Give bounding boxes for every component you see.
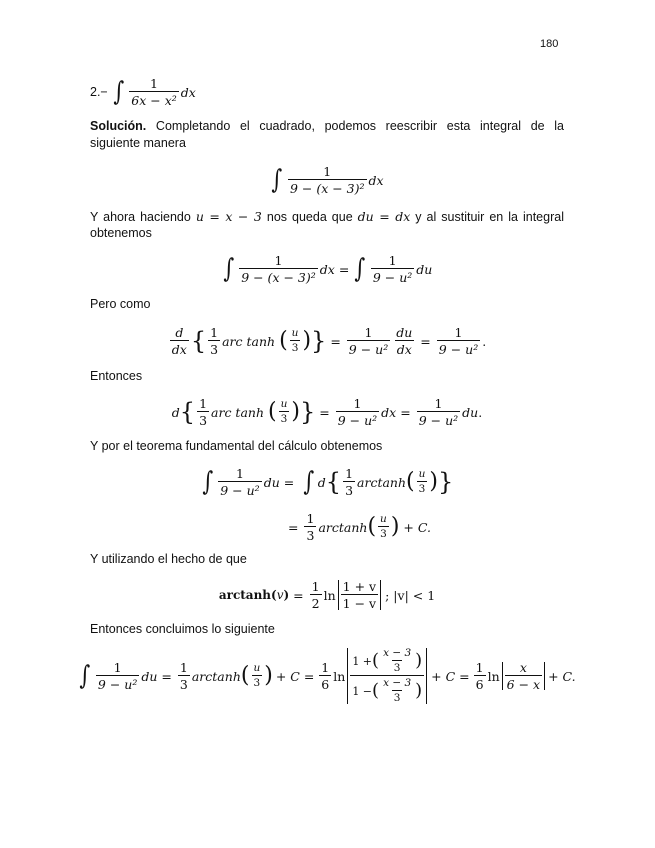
fraction: $\frac{du}{dx}$ (396, 325, 413, 357)
fraction: $\frac{1}{\text{6x − x²}}$ (131, 76, 177, 108)
paragraph-concluimos: Entonces concluimos lo siguiente (90, 622, 275, 636)
integral-sign: ∫ (271, 165, 283, 195)
fraction: $\frac{1}{6}$ (321, 660, 330, 692)
integral-sign: ∫ (303, 467, 315, 497)
integral-sign: ∫ (113, 77, 124, 107)
equation-substitution: ∫ $\frac{1}{\text{9 − (x − 3)²}}$ dx = ∫ $\frac{1}{\text{9 − u²}}$ du (222, 253, 433, 285)
problem-label: 2.− (90, 85, 108, 99)
fraction: 1 + ( $\frac{x - 3}{3}$ ) 1 − ( $\frac{x - 3}{3}$ ) (352, 647, 423, 704)
fraction: $\frac{1}{\text{9 − u²}}$ (372, 253, 413, 285)
equation-ftc-line-2: = $\frac{1}{3}$ arctanh ( $\frac{u}{3}$ ) + C. (288, 511, 431, 543)
fraction: $\frac{x - 3}{3}$ (383, 677, 412, 704)
solution-label: Solución. (90, 119, 147, 133)
paragraph-entonces: Entonces (90, 369, 143, 383)
equation-ftc-line-1: ∫ $\frac{1}{\text{9 − u²}}$ du = ∫ d { $\frac{1}{3}$ arctanh ( $\frac{u}{3}$ ) } (202, 466, 454, 498)
fraction: $\frac{1}{\text{9 − (x − 3)²}}$ (241, 253, 316, 285)
equation-derivative: $\frac{d}{dx}$ { $\frac{1}{3}$ arc tanh ( $\frac{u}{3}$ ) } = $\frac{1}{\text{9 − u²}}$ $\frac{du}{dx}$ = $\frac{1}{\text{9 − u²}}$ . (171, 325, 487, 357)
fraction: $\frac{1}{\text{9 − u²}}$ (418, 396, 459, 428)
integral-sign: ∫ (79, 661, 91, 691)
fraction: $\frac{u}{3}$ (380, 513, 387, 540)
solution-line-2: siguiente manera (90, 136, 186, 150)
page-number: 180 (540, 38, 559, 50)
fraction: $\frac{1}{3}$ (179, 660, 188, 692)
paragraph-teorema: Y por el teorema fundamental del cálculo obtenemos (90, 439, 383, 453)
fraction: $\frac{x - 3}{3}$ (383, 647, 412, 674)
fraction: $\frac{1 + v}{1 - v}$ (342, 579, 377, 611)
integral-sign: ∫ (354, 254, 366, 284)
fraction: $\frac{1}{3}$ (306, 511, 315, 543)
fraction: $\frac{1}{3}$ (199, 396, 208, 428)
problem-statement: 2.− ∫ $\frac{1}{\text{6x − x²}}$ dx (90, 76, 196, 108)
equation-arctanh-identity: arctanh(v) = $\frac{1}{2}$ ln $\frac{1 + v}{1 - v}$ ; |v| < 1 (218, 579, 436, 611)
fraction: $\frac{u}{3}$ (291, 327, 299, 354)
paragraph-utilizando: Y utilizando el hecho de que (90, 552, 247, 566)
fraction: $\frac{u}{3}$ (418, 468, 426, 495)
arctanh-label: arctanh(v) (218, 588, 290, 602)
fraction: $\frac{d}{dx}$ (171, 325, 187, 357)
fraction: $\frac{x}{6 - x}$ (506, 660, 541, 692)
paragraph-pero-como: Pero como (90, 297, 151, 311)
fraction: $\frac{1}{3}$ (210, 325, 219, 357)
fraction: $\frac{1}{\text{9 − u²}}$ (97, 660, 138, 692)
fraction: $\frac{1}{\text{9 − u²}}$ (337, 396, 378, 428)
fraction: $\frac{1}{\text{9 − u²}}$ (220, 466, 260, 498)
substitution-line-2: obtenemos (90, 226, 152, 240)
solution-line-1: Solución. Completando el cuadrado, podemos reescribir esta integral de la (90, 119, 564, 133)
equation-differential: d { $\frac{1}{3}$ arc tanh ( $\frac{u}{3}$ ) } = $\frac{1}{\text{9 − u²}}$ dx = $\frac{1}{\text{9 − u²}}$ du . (171, 396, 483, 428)
equation-final: ∫ $\frac{1}{\text{9 − u²}}$ du = $\frac{1}{3}$ arctanh ( $\frac{u}{3}$ ) + C = $\frac{1}{6}$ ln 1 + ( $\frac{x - 3}{3}$ ) 1 − ( $\frac{x - 3}{3}$ ) + C = $\frac{1}{6}$ ln $\frac{x}{6 - x}$ + C. (79, 647, 576, 704)
fraction: $\frac{1}{2}$ (311, 579, 320, 611)
fraction: $\frac{1}{\text{9 − u²}}$ (438, 325, 479, 357)
equation-completed-square: ∫ $\frac{1}{\text{9 − (x − 3)²}}$ dx (271, 164, 384, 196)
fraction: $\frac{1}{3}$ (345, 466, 354, 498)
fraction: $\frac{1}{\text{9 − u²}}$ (348, 325, 389, 357)
integral-sign: ∫ (202, 467, 213, 497)
fraction: $\frac{u}{3}$ (253, 662, 261, 689)
integral-sign: ∫ (222, 254, 234, 284)
fraction: $\frac{1}{6}$ (475, 660, 484, 692)
fraction: $\frac{1}{\text{9 − (x − 3)²}}$ (289, 164, 365, 196)
fraction: $\frac{u}{3}$ (280, 398, 288, 425)
substitution-line-1: Y ahora haciendo u = x − 3 nos queda que du = dx y al sustituir en la integral (90, 209, 564, 224)
